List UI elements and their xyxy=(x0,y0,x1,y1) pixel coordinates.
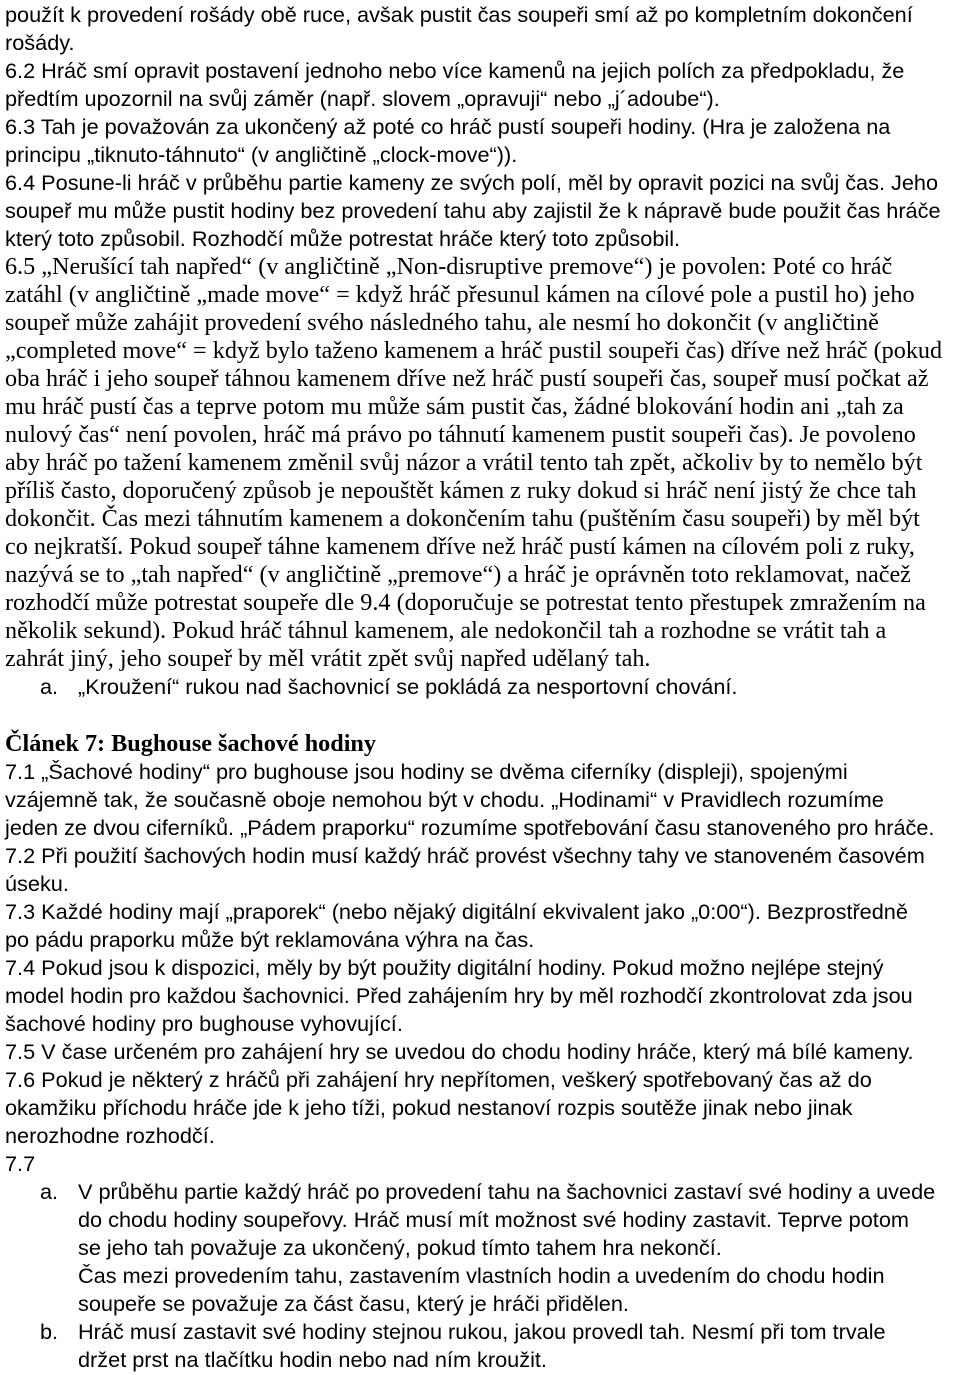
list-item-note-a xyxy=(0,673,960,701)
text-line: dokončit. Čas mezi táhnutím kamenem a dokončením tahu (puštěním času soupeři) by měl být xyxy=(5,505,920,532)
text-line: rošády. xyxy=(5,30,75,55)
paragraph-rule-7-2 xyxy=(0,842,960,898)
text-line: soupeř mu může pustit hodiny bez provedení tahu aby zajistil že k nápravě bude použit čas hráče xyxy=(5,198,941,223)
list-item-text: „Kroužení“ rukou nad šachovnicí se pokládá za nesportovní chování. xyxy=(78,674,738,699)
paragraph-continued xyxy=(0,1,960,57)
list-item-line: Čas mezi provedením tahu, zastavením vlastních hodin a uvedením do chodu hodin xyxy=(78,1263,885,1288)
text-line: jeden ze dvou ciferníků. „Pádem praporku“ rozumíme spotřebování času stanoveného pro hráče. xyxy=(5,815,935,840)
text-line: 7.6 Pokud je některý z hráčů při zahájení hry nepřítomen, veškerý spotřebovaný čas až do xyxy=(5,1067,872,1092)
rule-number: 7.7 xyxy=(5,1151,36,1176)
text-line: 6.2 Hráč smí opravit postavení jednoho nebo více kamenů na jejich polích za předpokladu, že xyxy=(5,58,905,83)
text-line: příliš často, doporučený způsob je nepouštět kámen z ruky dokud si hráč není jistý že chce tah xyxy=(5,477,917,504)
text-line: oba hráč i jeho soupeř táhnou kamenem dříve než hráč pustí soupeři čas, soupeř musí počkat až xyxy=(5,365,929,392)
text-line: zahrát jiný, jeho soupeř by měl vrátit zpět svůj napřed udělaný tah. xyxy=(5,645,651,672)
list-item-text: V průběhu partie každý hráč po provedení tahu na šachovnici zastaví své hodiny a uvede xyxy=(78,1179,936,1204)
paragraph-rule-7-4 xyxy=(0,954,960,1038)
text-line: 7.2 Při použití šachových hodin musí každý hráč provést všechny tahy ve stanoveném časovém xyxy=(5,843,925,868)
list-marker: a. xyxy=(40,674,59,699)
list-item-line: do chodu hodiny soupeřovy. Hráč musí mít možnost své hodiny zastavit. Teprve potom xyxy=(78,1207,909,1232)
text-line: 6.3 Tah je považován za ukončený až poté co hráč pustí soupeři hodiny. (Hra je založena na xyxy=(5,114,891,139)
text-line: zatáhl (v angličtině „made move“ = když hráč přesunul kámen na cílové pole a pustil ho) jeho xyxy=(5,281,915,308)
text-line: mu hráč pustí čas a teprve potom mu může sám pustit čas, žádné blokování hodin ani „tah za xyxy=(5,393,904,420)
text-line: několik sekund). Pokud hráč táhnul kamenem, ale nedokončil tah a rozhodne se vrátit tah a xyxy=(5,617,887,644)
text-line: aby hráč po tažení kamenem změnil svůj názor a vrátil tento tah zpět, ačkoliv by to nemělo být xyxy=(5,449,923,476)
text-line: rozhodčí může potrestat soupeře dle 9.4 (doporučuje se potrestat tento přestupek zmražením na xyxy=(5,589,926,616)
text-line: použít k provedení rošády obě ruce, avšak pustit čas soupeři smí až po kompletním dokončení xyxy=(5,2,913,27)
list-item-first-line xyxy=(0,1178,960,1206)
list-item-first-line xyxy=(0,1318,960,1346)
paragraph-rule-7-7 xyxy=(0,1150,960,1374)
list-marker: b. xyxy=(40,1319,59,1344)
text-line: 7.5 V čase určeném pro zahájení hry se uvedou do chodu hodiny hráče, který má bílé kameny. xyxy=(5,1039,914,1064)
text-line: předtím upozornil na svůj záměr (např. slovem „opravuji“ nebo „j´adoube“). xyxy=(5,86,720,111)
paragraph-rule-6-3 xyxy=(0,113,960,169)
text-line: který toto způsobil. Rozhodčí může potrestat hráče který toto způsobil. xyxy=(5,226,681,251)
paragraph-rule-6-5 xyxy=(0,253,960,673)
text-line: okamžiku příchodu hráče jde k jeho tíži, pokud nestanoví rozpis soutěže jinak nebo jinak xyxy=(5,1095,853,1120)
text-line: „completed move“ = když bylo taženo kamenem a hráč pustil soupeři čas) dříve než hráč (pokud xyxy=(5,337,943,364)
text-line: model hodin pro každou šachovnici. Před zahájením hry by měl rozhodčí zkontrolovat zda jsou xyxy=(5,983,913,1008)
text-line: co nejkratší. Pokud soupeř táhne kamenem dříve než hráč pustí kámen na cílovém poli z ruky, xyxy=(5,533,915,560)
list-item-a xyxy=(0,1178,960,1318)
paragraph-rule-6-2 xyxy=(0,57,960,113)
text-line: po pádu praporku může být reklamována výhra na čas. xyxy=(5,927,535,952)
text-line: 6.5 „Nerušící tah napřed“ (v angličtině „Non-disruptive premove“) je povolen: Poté co hráč xyxy=(5,253,893,280)
list-item-line: soupeře se považuje za část času, který je hráči přidělen. xyxy=(78,1291,629,1316)
text-line: nerozhodne rozhodčí. xyxy=(5,1123,215,1148)
text-line: soupeř může zahájit provedení svého následného tahu, ale nesmí ho dokončit (v angličtině xyxy=(5,309,879,336)
text-line: úseku. xyxy=(5,871,69,896)
list-item-line: držet prst na tlačítku hodin nebo nad ním kroužit. xyxy=(78,1347,547,1372)
blank-line xyxy=(0,701,960,730)
list-item-text: Hráč musí zastavit své hodiny stejnou rukou, jakou provedl tah. Nesmí při tom trvale xyxy=(78,1319,886,1344)
text-line: nulový čas“ není povolen, hráč má právo po táhnutí kamenem pustit soupeři čas). Je povoleno xyxy=(5,421,916,448)
text-line: šachové hodiny pro bughouse vyhovující. xyxy=(5,1011,403,1036)
list-item-line: se jeho tah považuje za ukončený, pokud tímto tahem hra nekončí. xyxy=(78,1235,722,1260)
text-line: 7.1 „Šachové hodiny“ pro bughouse jsou hodiny se dvěma ciferníky (displeji), spojenými xyxy=(5,759,848,784)
text-line: principu „tiknuto-táhnuto“ (v angličtině „clock-move“)). xyxy=(5,142,518,167)
text-line: nazývá se to „tah napřed“ (v angličtině „premove“) a hráč je oprávněn toto reklamovat, načež xyxy=(5,561,911,588)
article-heading: Článek 7: Bughouse šachové hodiny xyxy=(5,730,376,757)
text-line: 7.3 Každé hodiny mají „praporek“ (nebo nějaký digitální ekvivalent jako „0:00“). Bezprostředně xyxy=(5,899,908,924)
paragraph-rule-6-4 xyxy=(0,169,960,253)
paragraph-rule-7-5 xyxy=(0,1038,960,1066)
list-marker: a. xyxy=(40,1179,59,1204)
paragraph-rule-7-6 xyxy=(0,1066,960,1150)
paragraph-rule-7-1 xyxy=(0,758,960,842)
text-line: 7.4 Pokud jsou k dispozici, měly by být použity digitální hodiny. Pokud možno nejlépe stejný xyxy=(5,955,884,980)
paragraph-rule-7-3 xyxy=(0,898,960,954)
text-line: vzájemně tak, že současně oboje nemohou být v chodu. „Hodinami“ v Pravidlech rozumíme xyxy=(5,787,884,812)
list-item-b xyxy=(0,1318,960,1374)
text-line: 6.4 Posune-li hráč v průběhu partie kameny ze svých polí, měl by opravit pozici na svůj čas. Jeho xyxy=(5,170,939,195)
